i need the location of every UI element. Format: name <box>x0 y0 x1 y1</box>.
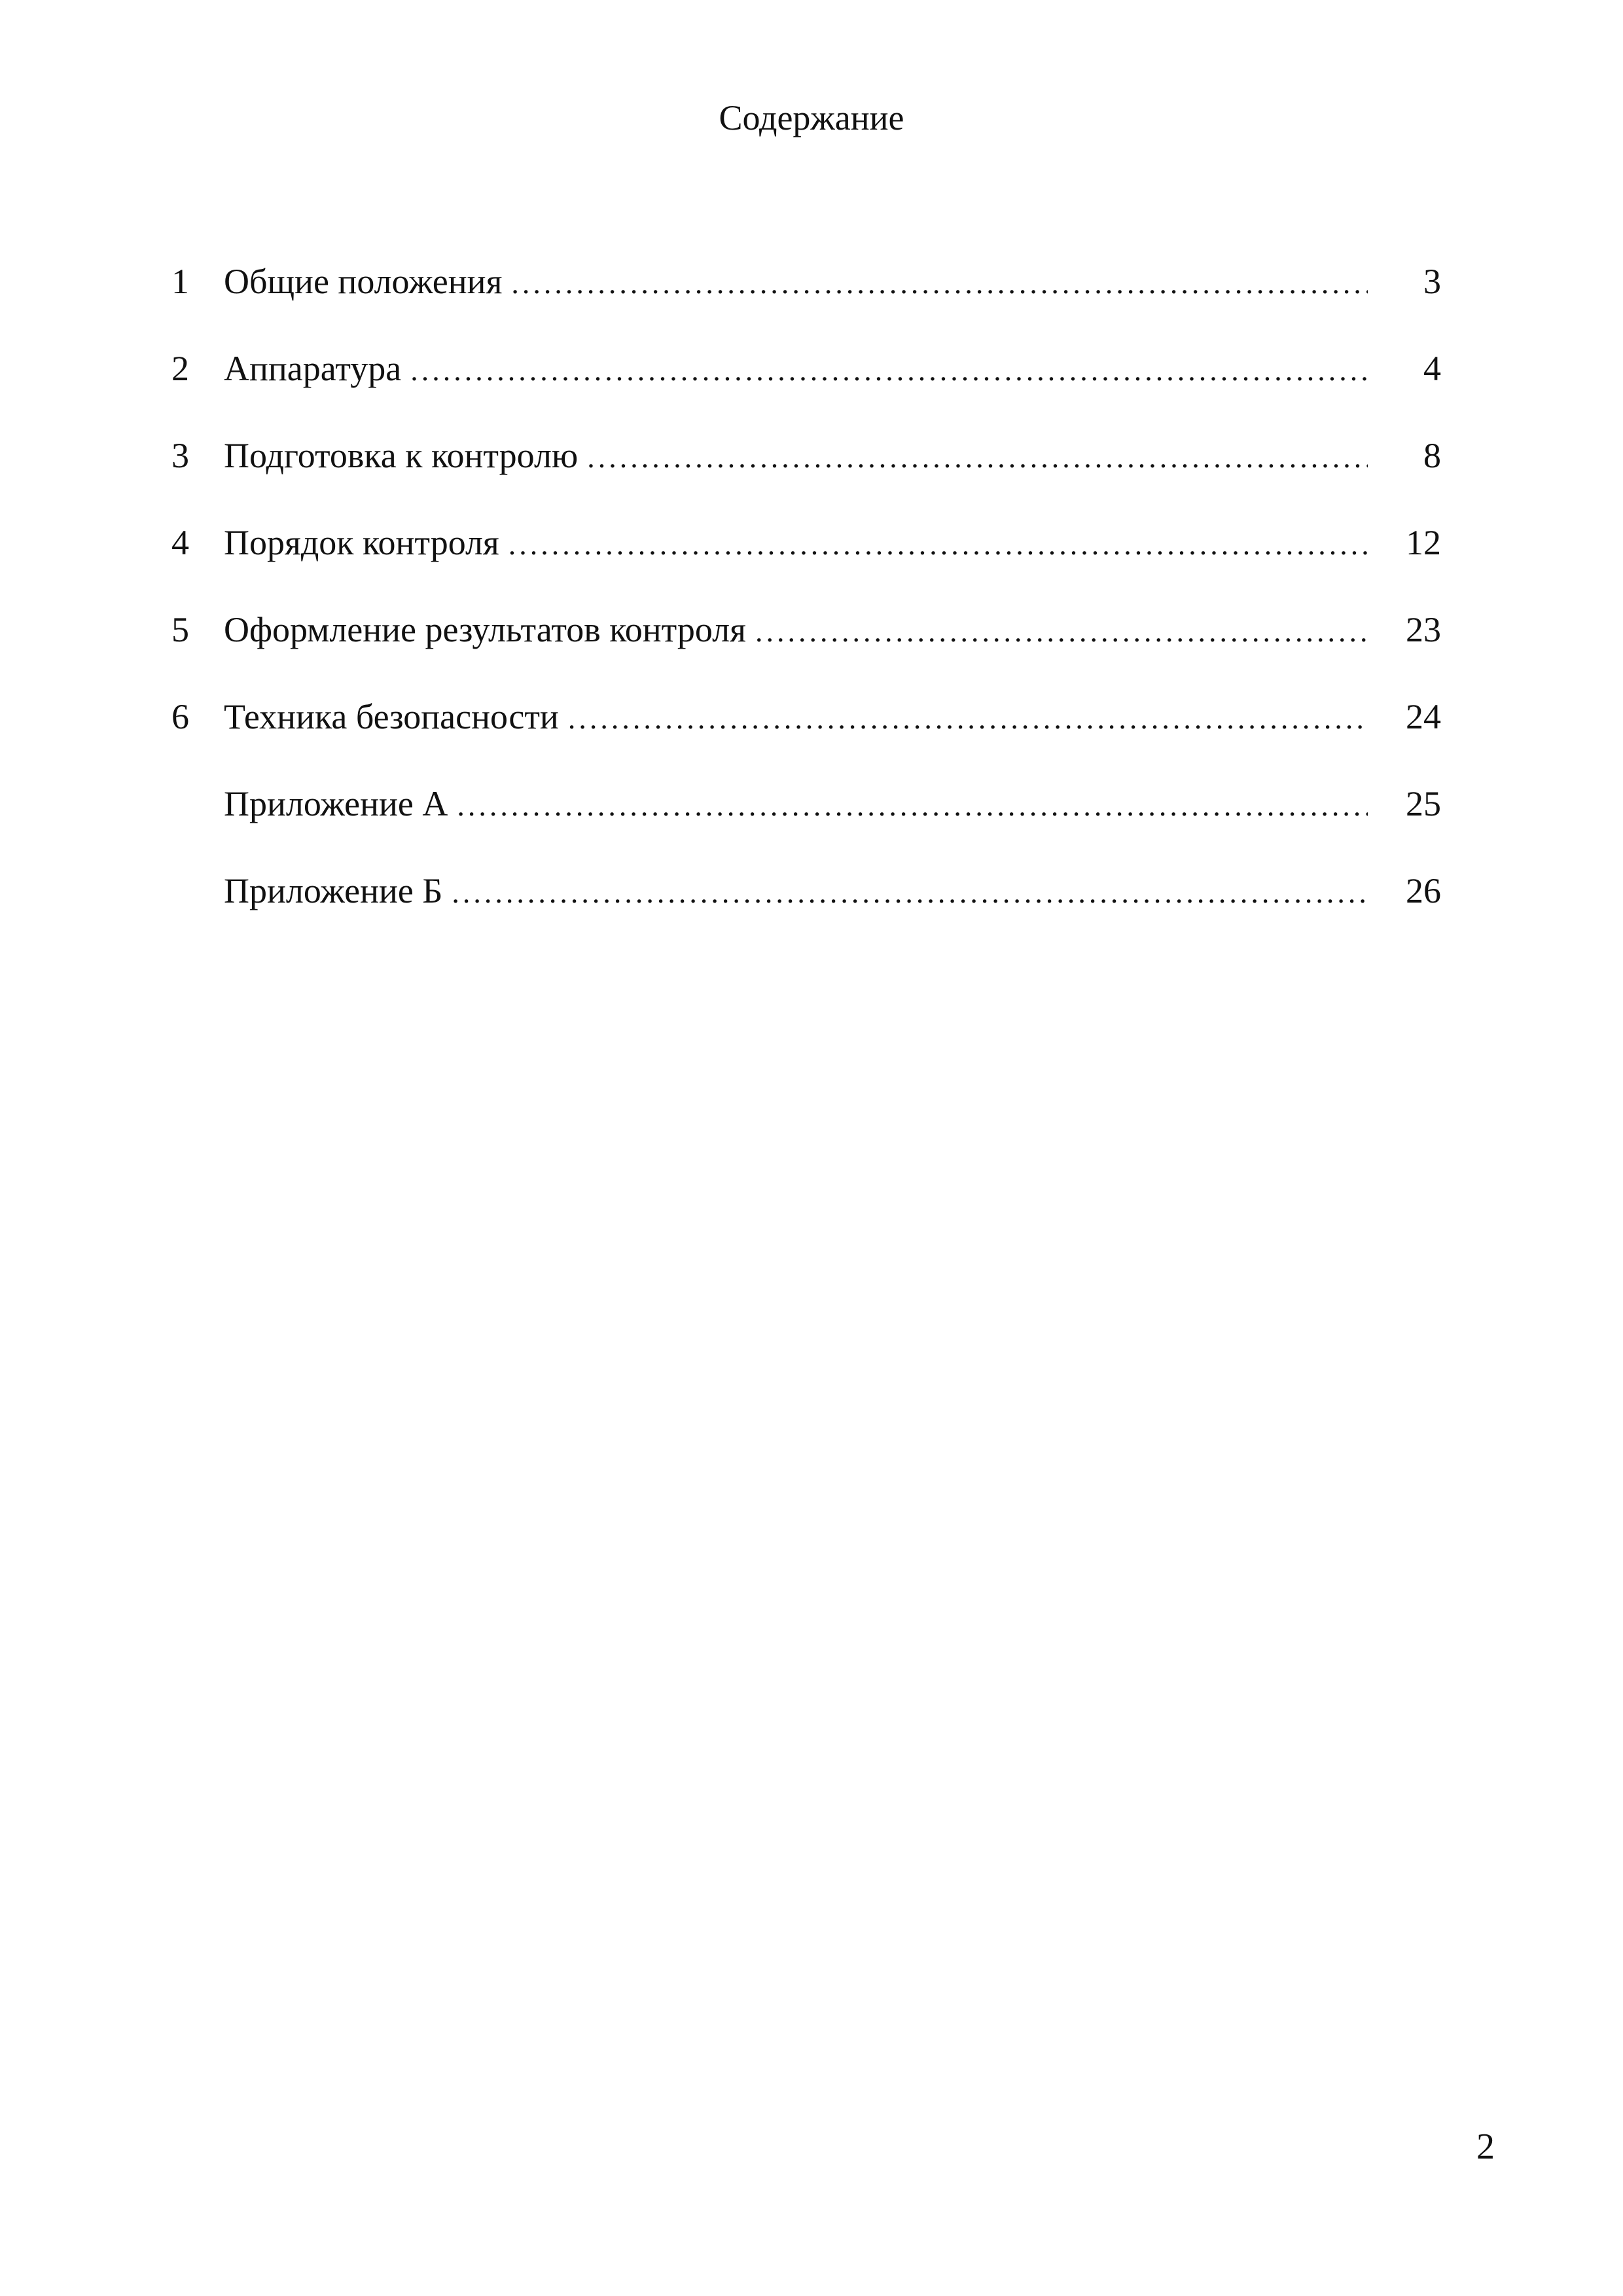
toc-page-number: 25 <box>1406 784 1441 823</box>
toc-entry[interactable] <box>224 778 1441 832</box>
toc-row <box>171 865 1441 952</box>
toc-entry[interactable] <box>224 516 1441 571</box>
toc-row <box>171 691 1441 778</box>
toc-dot-leader <box>511 257 1368 310</box>
toc-page-number: 26 <box>1406 871 1441 910</box>
toc-dot-leader <box>587 431 1368 484</box>
toc-page-number: 3 <box>1423 262 1441 301</box>
toc-dot-leader <box>410 344 1368 397</box>
toc-entry[interactable] <box>224 691 1441 745</box>
toc-section-title: Общие положения <box>224 262 503 301</box>
toc-page-number: 8 <box>1423 436 1441 475</box>
toc-entry[interactable] <box>224 429 1441 484</box>
page-title: Содержание <box>719 98 904 137</box>
toc-section-title: Порядок контроля <box>224 523 499 562</box>
toc-row <box>171 516 1441 603</box>
toc-section-number: 4 <box>171 523 189 562</box>
toc-page-number: 4 <box>1423 349 1441 388</box>
toc-entry[interactable] <box>224 255 1441 310</box>
toc-appendix-title: Приложение Б <box>224 871 443 910</box>
toc-section-number: 1 <box>171 262 189 301</box>
toc-row <box>171 429 1441 516</box>
toc-section-number: 6 <box>171 697 189 736</box>
toc-row <box>171 603 1441 691</box>
toc-entry[interactable] <box>224 342 1441 397</box>
toc-page-number: 24 <box>1406 697 1441 736</box>
toc-row <box>171 778 1441 865</box>
toc-section-title: Оформление результатов контроля <box>224 610 746 649</box>
toc-dot-leader <box>508 518 1368 571</box>
toc-section-title: Аппаратура <box>224 349 402 388</box>
toc-dot-leader <box>568 692 1368 745</box>
toc-section-number: 3 <box>171 436 189 475</box>
toc-section-number: 5 <box>171 610 189 649</box>
toc-appendix-title: Приложение А <box>224 784 448 823</box>
toc-entry[interactable] <box>224 865 1441 919</box>
page-number: 2 <box>1476 2126 1495 2167</box>
toc-section-number: 2 <box>171 349 189 388</box>
toc-dot-leader <box>457 780 1368 832</box>
toc-page-number: 12 <box>1406 523 1441 562</box>
toc-dot-leader <box>755 605 1368 658</box>
table-of-contents <box>171 255 1441 952</box>
toc-section-title: Подготовка к контролю <box>224 436 579 475</box>
toc-dot-leader <box>452 867 1368 919</box>
toc-entry[interactable] <box>224 603 1441 658</box>
toc-section-title: Техника безопасности <box>224 697 559 736</box>
toc-page-number: 23 <box>1406 610 1441 649</box>
toc-row <box>171 342 1441 429</box>
toc-row <box>171 255 1441 342</box>
